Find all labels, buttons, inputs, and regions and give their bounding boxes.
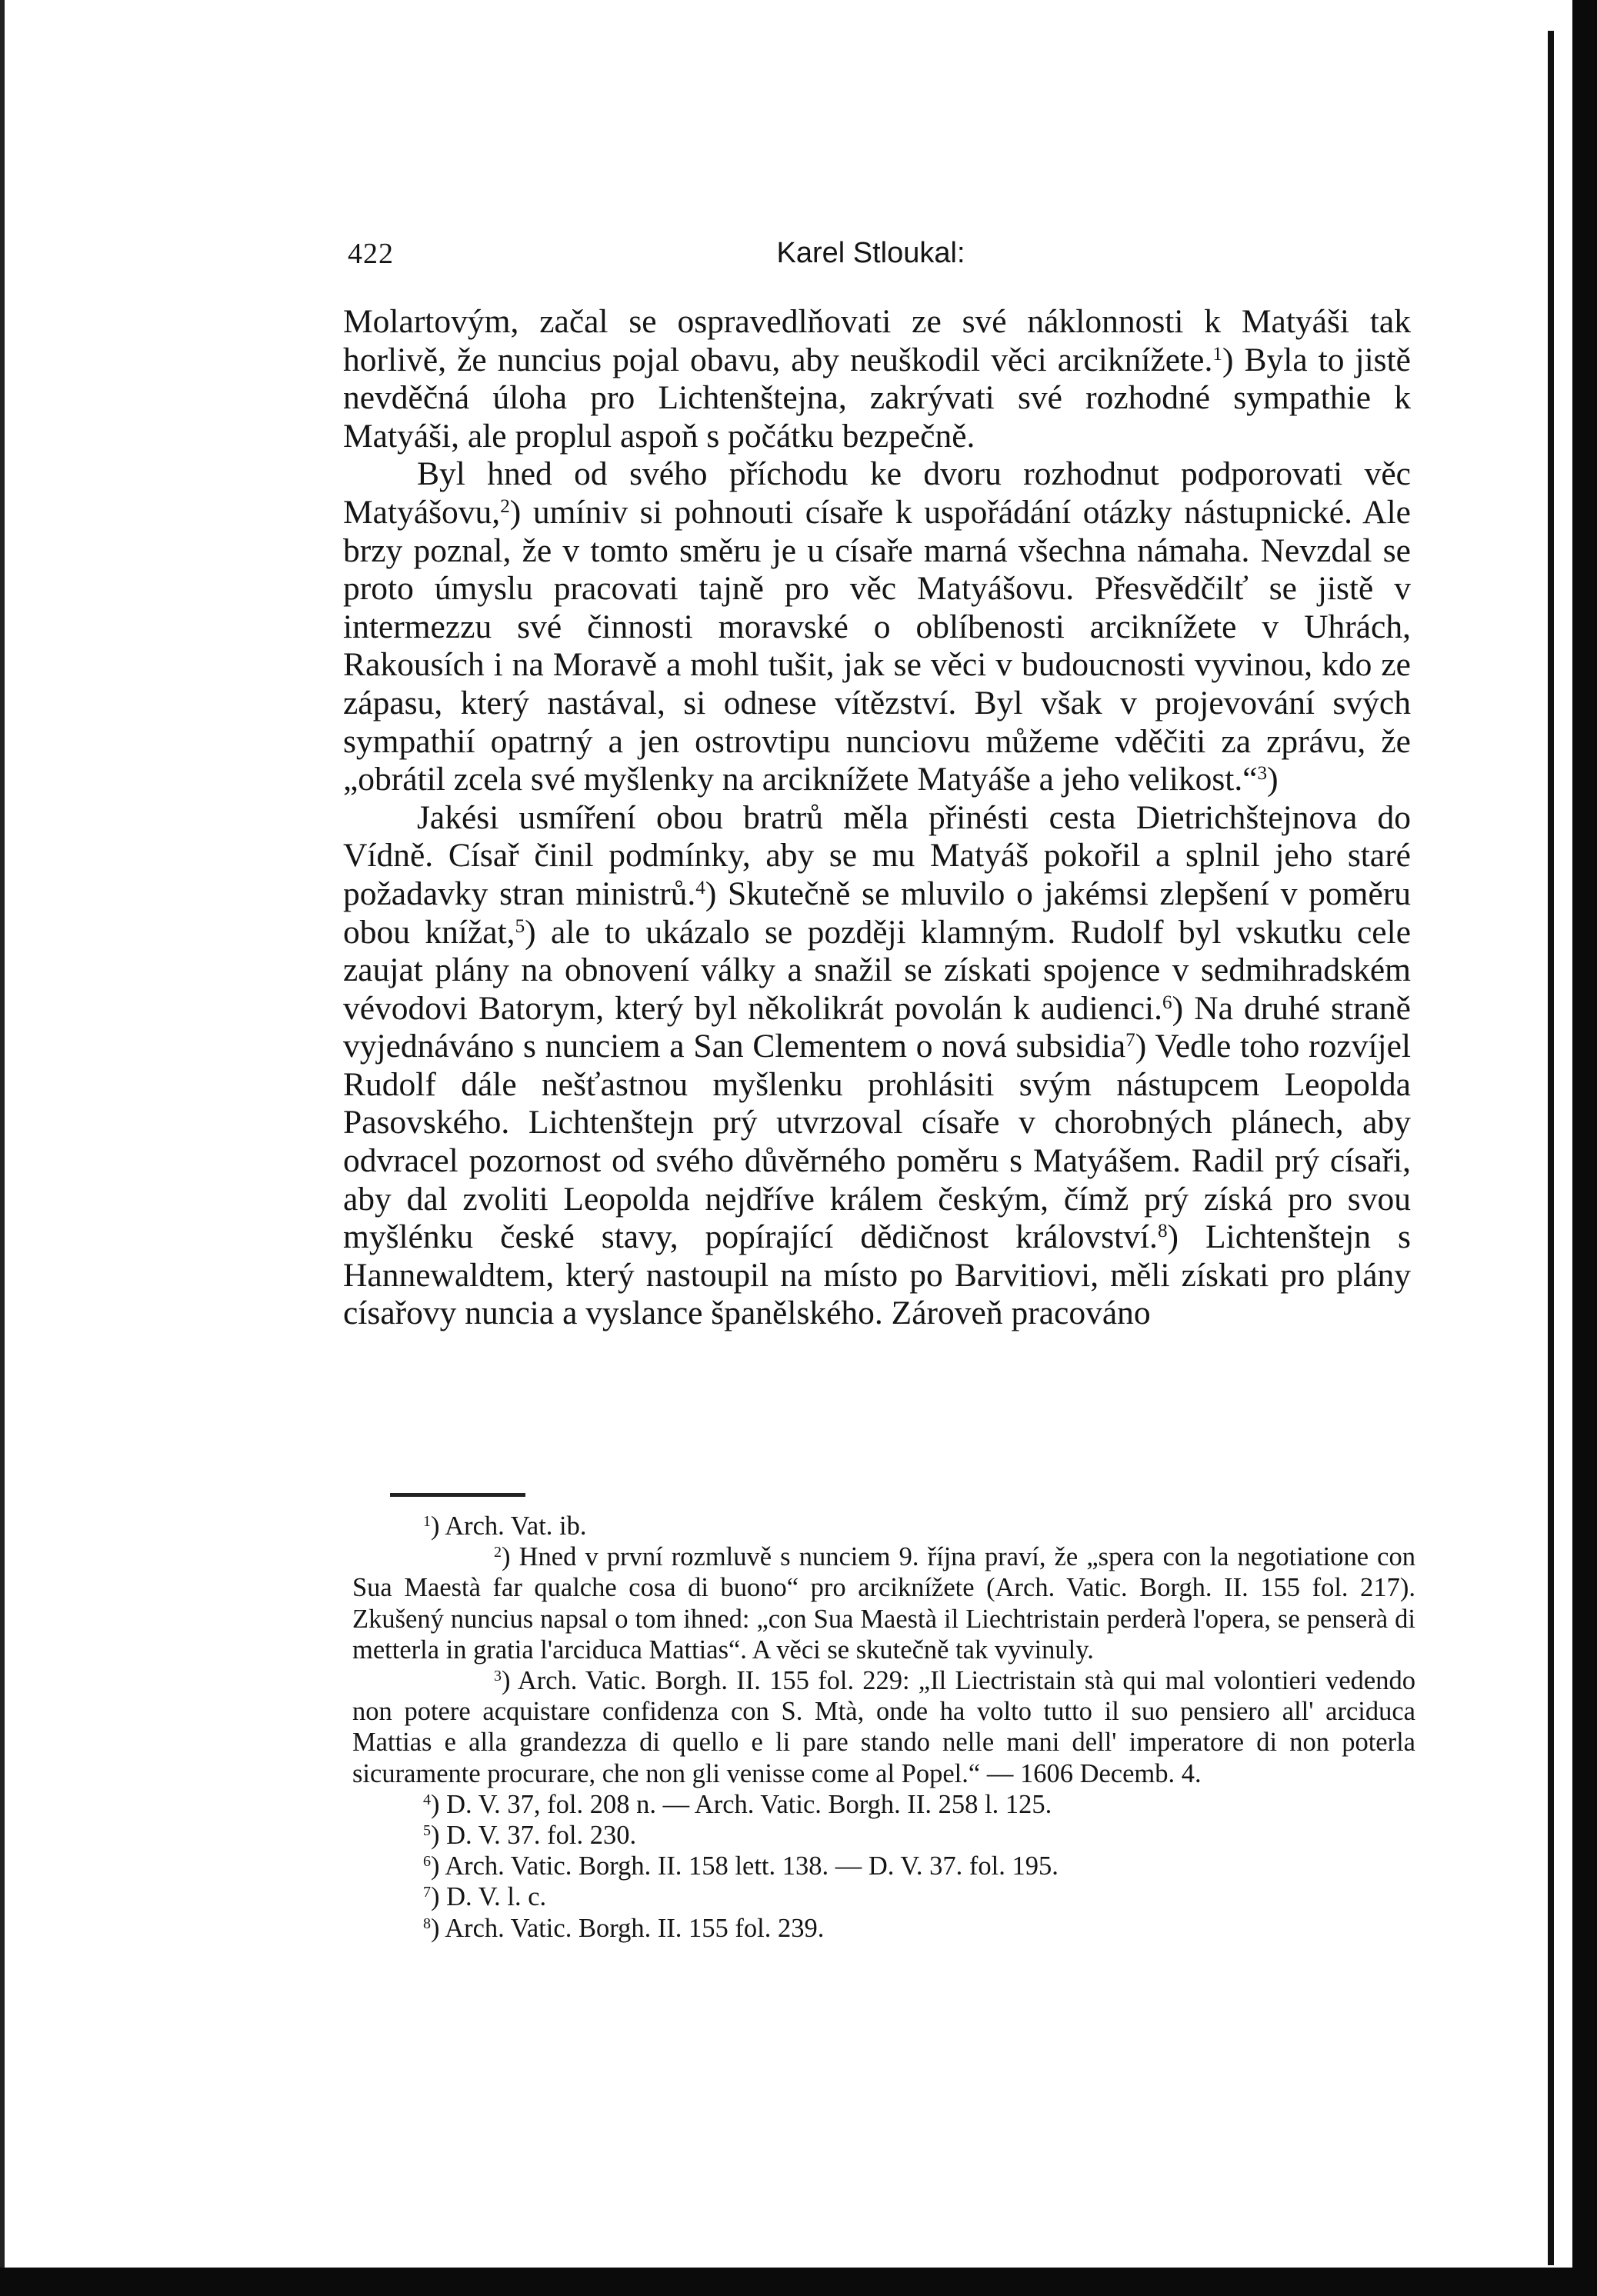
scan-edge-right [1572, 0, 1597, 2296]
footnote-ref: 6 [1162, 991, 1172, 1013]
scan-edge-bottom [0, 2268, 1597, 2296]
text-run: ) Byla to jistě nevděčná úloha pro Lichtenštejna, zakrývati své rozhodné sympathie k Matyáši, ale proplul aspoň s počátku bezpečně. [343, 341, 1411, 455]
footnote-ref: 4 [695, 878, 705, 899]
text-run: ) Lichtenštejn s Hannewaldtem, který nastoupil na místo po Barvitiovi, měli získati pro plány císařovy nuncia a vyslance španělského. Zároveň pracováno [343, 1218, 1411, 1332]
footnote: $^8$) Arch. Vatic. Borgh. II. 155 fol. 239. [423, 1913, 825, 1943]
footnote: $^2$) Hned v první rozmluvě s nunciem 9. října praví, že „spera con la negotiatione con Sua Maestà far qualche cosa di buono“ pro arciknížete (Arch. Vatic. Borgh. II. 155 fol. 217). Zkušený nuncius napsal o tom ihned: „con Sua Maestà il Liechtristain perderà l'opera, se penserà di metterla in gratia l'arciduca Mattias“. A věci se skutečně tak vyvinuly. [352, 1542, 1415, 1665]
paragraph [343, 455, 1411, 798]
text-run: ) Skutečně se mluvilo o jakémsi zlepšení v poměru obou knížat, [343, 875, 1411, 951]
text-run: Molartovým, začal se ospravedlňovati ze své náklonnosti k Matyáši tak horlivě, že nuncius pojal obavu, aby neuškodil věci arciknížete. [343, 303, 1411, 378]
footnotes [352, 1511, 1415, 1944]
paragraph [343, 303, 1411, 455]
footnote-text: D. V. 37. fol. 230. [446, 1821, 637, 1851]
running-head: Karel Stloukal: [776, 237, 965, 269]
footnote: $^6$) Arch. Vatic. Borgh. II. 158 lett. 138. — D. V. 37. fol. 195. [423, 1851, 1059, 1881]
footnote-text: Arch. Vatic. Borgh. II. 158 lett. 138. — D. V. 37. fol. 195. [445, 1851, 1059, 1881]
footnote-text: Arch. Vatic. Borgh. II. 155 fol. 229: „Il Liectristain stà qui mal volontieri vedendo non potere acquistare confidenza con S. Mtà, onde ha volto tutto il suo pensiero all' arciduca Mattias e alla grandezza di quello e li pare stando nelle mani dell' imperatore di non poterla sicuramente procurare, che non gli venisse come al Popel.“ — 1606 Decemb. 4. [352, 1666, 1415, 1788]
text-run: ) ale to ukázalo se později klamným. Rudolf byl vskutku cele zaujat plány na obnovení války a snažil se získati spojence v sedmihradském vévodovi Batorym, který byl několikrát povolán k audienci. [343, 913, 1411, 1027]
text-run: ) Vedle toho rozvíjel Rudolf dále nešťastnou myšlenku prohlásiti svým nástupcem Leopolda Pasovského. Lichtenštejn prý utvrzoval císaře v chorobných plánech, aby odvracel pozornost od svého důvěrného poměru s Matyášem. Radil prý císaři, aby dal zvoliti Leopolda nejdříve králem českým, čímž prý získá pro svou myšlénku české stavy, popírající dědičnost království. [343, 1028, 1412, 1256]
footnote-ref: 7 [1125, 1030, 1135, 1051]
footnote-text: Hned v první rozmluvě s nunciem 9. října praví, že „spera con la negotiatione con Sua Maestà far qualche cosa di buono“ pro arciknížete (Arch. Vatic. Borgh. II. 155 fol. 217). Zkušený nuncius napsal o tom ihned: „con Sua Maestà il Liechtristain perderà l'opera, se penserà di metterla in gratia l'arciduca Mattias“. A věci se skutečně tak vyvinuly. [352, 1542, 1415, 1665]
footnote-text: D. V. l. c. [446, 1882, 547, 1912]
scan-edge-left [0, 0, 5, 2296]
footnote-ref: 3 [1257, 763, 1268, 785]
page-number: 422 [348, 238, 394, 270]
footnote: $^1$) Arch. Vat. ib. [423, 1511, 587, 1541]
footnote: $^7$) D. V. l. c. [423, 1882, 547, 1912]
footnote-text: D. V. 37, fol. 208 n. — Arch. Vatic. Borgh. II. 258 l. 125. [446, 1789, 1052, 1819]
footnote-separator [390, 1493, 525, 1497]
footnote-ref: 2 [500, 496, 510, 518]
body-text [343, 303, 1411, 1333]
scan-edge-inner [1548, 31, 1554, 2265]
footnote-ref: 5 [515, 915, 525, 937]
footnote-ref: 8 [1157, 1221, 1168, 1242]
paragraph [343, 799, 1411, 1333]
text-run: ) umíniv si pohnouti císaře k uspořádání otázky nástupnické. Ale brzy poznal, že v tomto směru je u císaře marná všechna námaha. Nevzdal se proto úmyslu pracovati tajně pro věc Matyášovu. Přesvědčilť se jistě v intermezzu své činnosti moravské o oblíbenosti arciknížete v Uhrách, Rakousích i na Moravě a mohl tušit, jak se věci v budoucnosti vyvinou, kdo ze zápasu, který nastával, si odnese vítězství. Byl však v projevování svých sympathií opatrný a jen ostrovtipu nunciovu můžeme vděčiti za zprávu, že „obrátil zcela své myšlenky na arciknížete Matyáše a jeho velikost.“ [343, 493, 1411, 798]
page-header [348, 237, 1394, 275]
text-run: ) [1267, 761, 1279, 798]
text-run: ) Na druhé straně vyjednáváno s nunciem a San Clementem o nová subsidia [343, 989, 1411, 1065]
text-run: Byl hned od svého příchodu ke dvoru rozhodnut podporovati věc Matyášovu, [343, 455, 1411, 531]
footnote-text: Arch. Vatic. Borgh. II. 155 fol. 239. [445, 1913, 825, 1943]
footnote-text: Arch. Vat. ib. [445, 1511, 587, 1541]
footnote: $^3$) Arch. Vatic. Borgh. II. 155 fol. 229: „Il Liectristain stà qui mal volontieri vedendo non potere acquistare confidenza con S. Mtà, onde ha volto tutto il suo pensiero all' arciduca Mattias e alla grandezza di quello e li pare stando nelle mani dell' imperatore di non poterla sicuramente procurare, che non gli venisse come al Popel.“ — 1606 Decemb. 4. [352, 1666, 1415, 1788]
footnote: $^5$) D. V. 37. fol. 230. [423, 1821, 637, 1851]
footnote-ref: 1 [1212, 343, 1222, 365]
text-run: Jakési usmíření obou bratrů měla přinésti cesta Dietrichštejnova do Vídně. Císař činil podmínky, aby se mu Matyáš pokořil a splnil jeho staré požadavky stran ministrů. [343, 798, 1411, 912]
footnote: $^4$) D. V. 37, fol. 208 n. — Arch. Vatic. Borgh. II. 258 l. 125. [423, 1789, 1052, 1819]
